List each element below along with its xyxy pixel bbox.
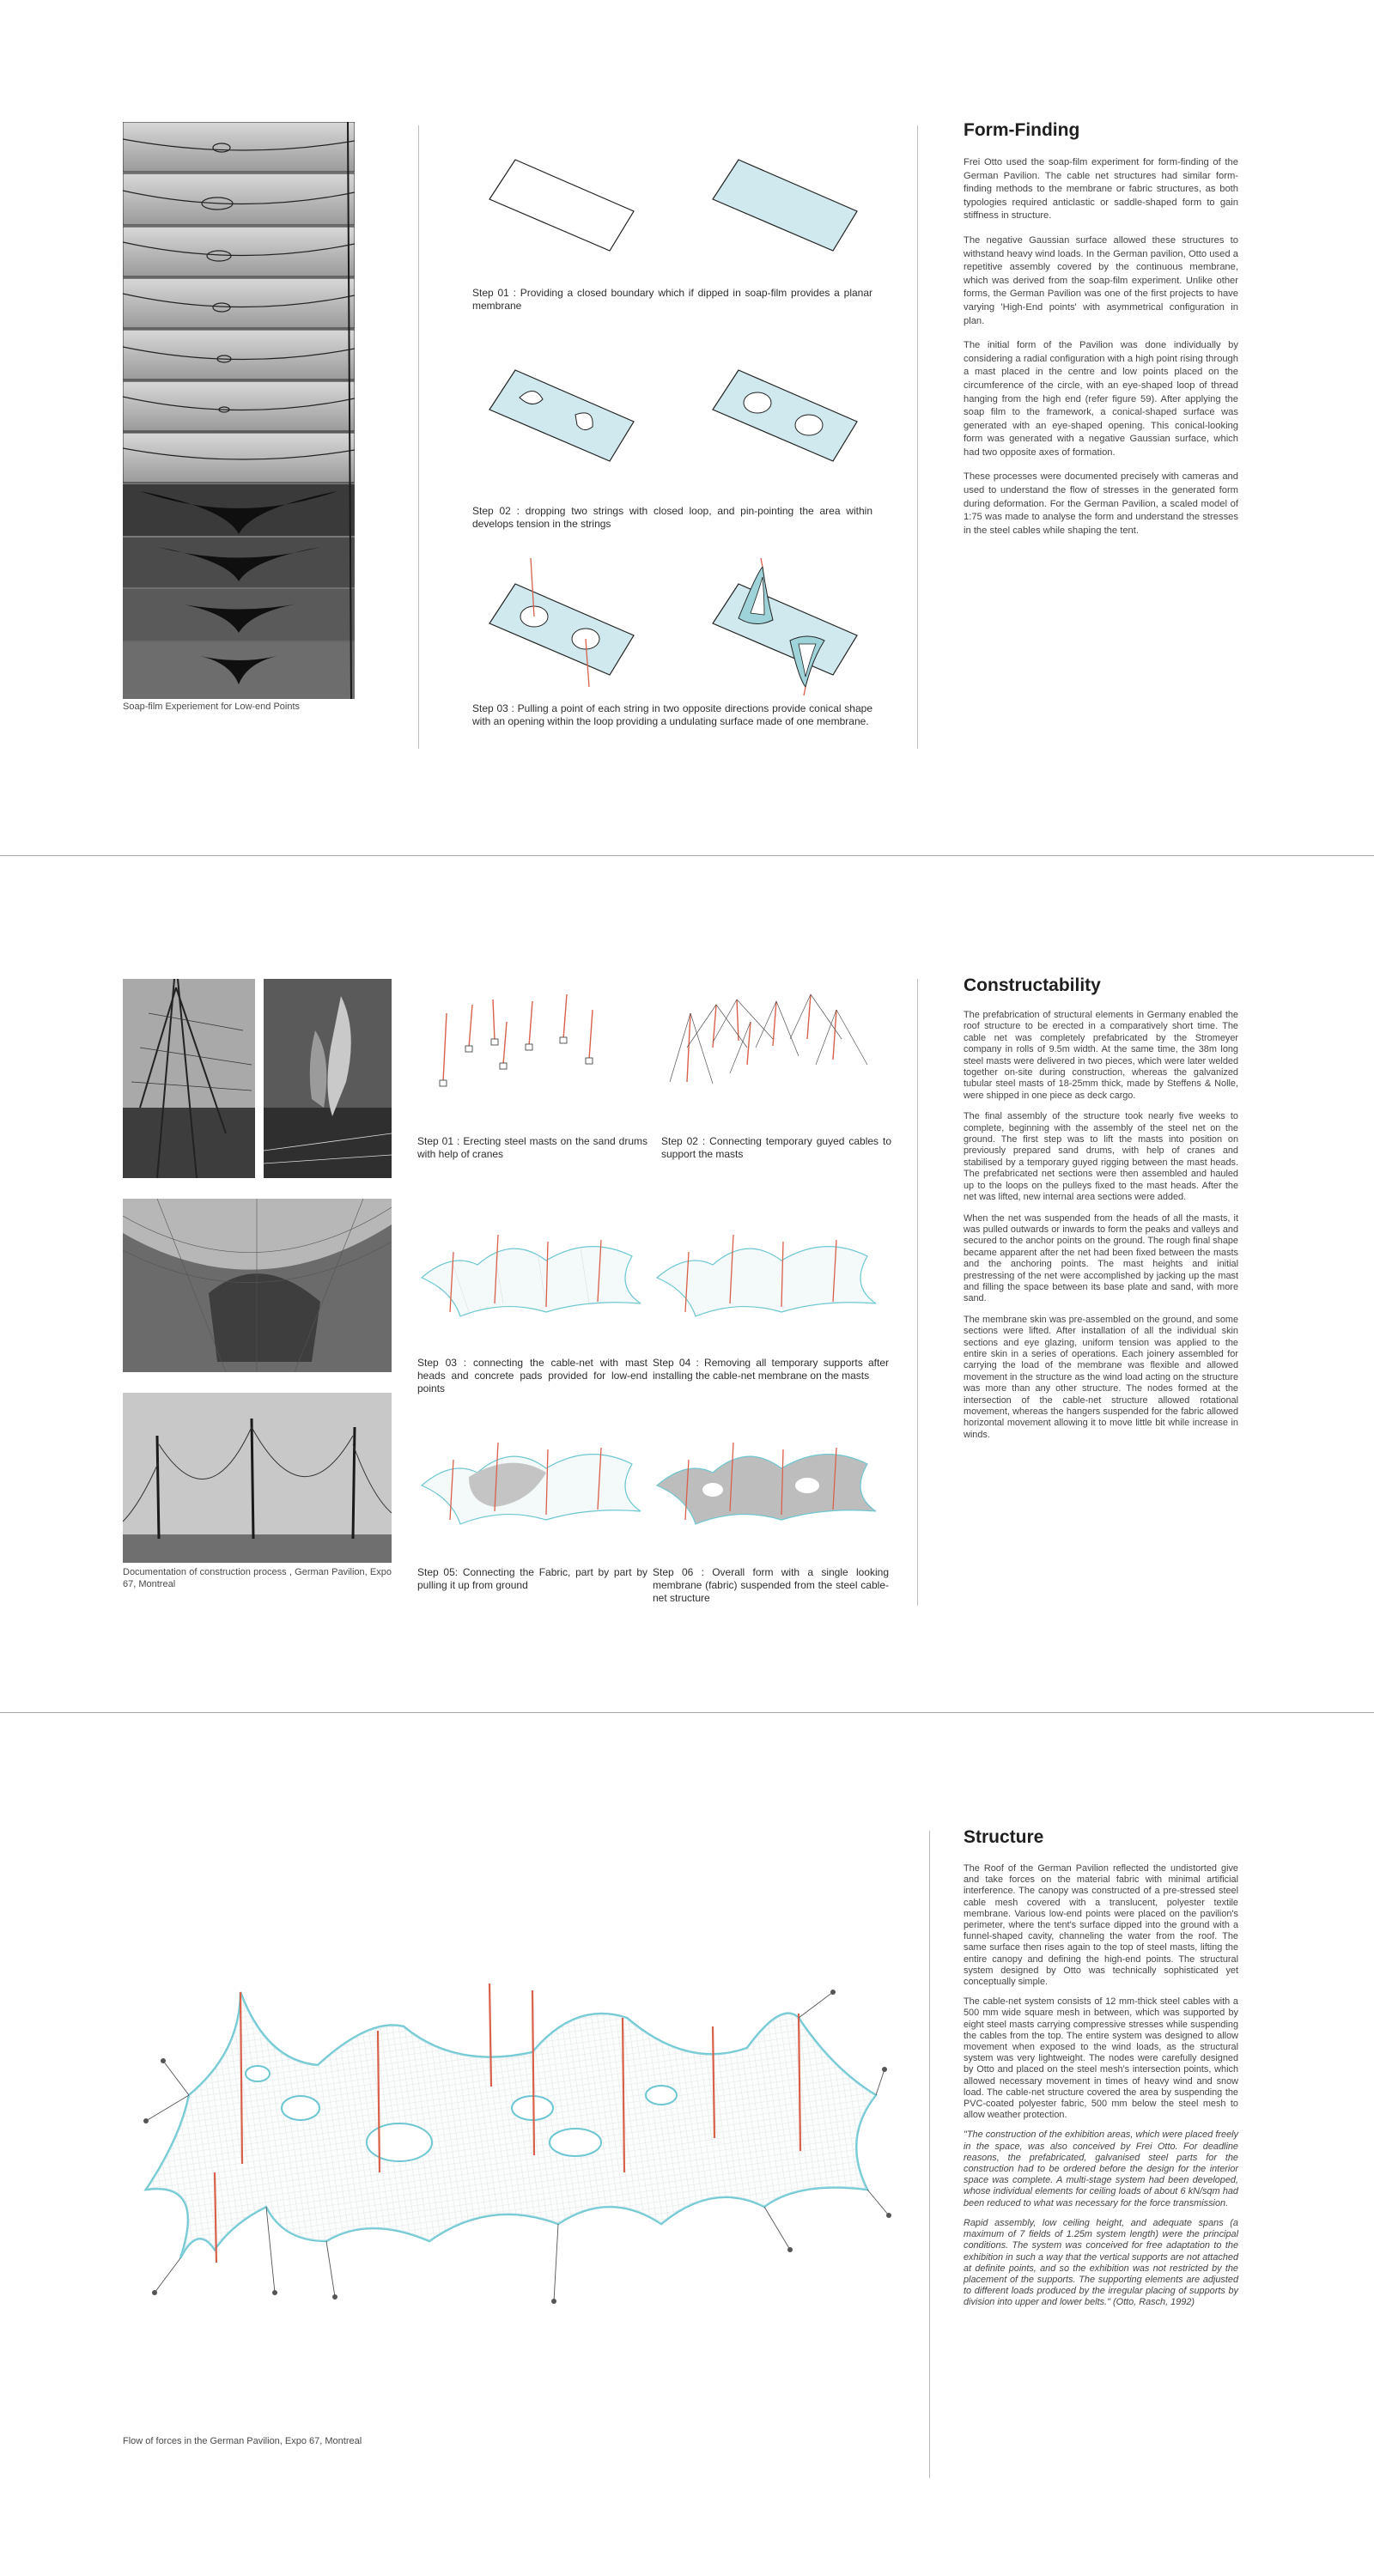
constructability-text (964, 1010, 1238, 1452)
paragraph: The prefabrication of structural elements in Germany enabled the roof structure to be erected in a comparatively short time. The cable net was completely prefabricated by the Stromeyer company in rolls of 9.5m width. At the same time, the 38m long steel masts were delivered in two pieces, which were later welded together on-site during construction, whereas the galvanized tubular steel masts of 18-25mm thick, made by Steffens & Nolle, were shipped in one piece as deck cargo. (964, 1010, 1238, 1101)
divider (418, 125, 419, 749)
section-form-finding (0, 0, 1374, 859)
step04-label: Step 04 : Removing all temporary supports after installing the cable-net membrane on the masts (653, 1357, 889, 1382)
soap-film-caption: Soap-film Experiement for Low-end Points (123, 702, 301, 712)
interior-cable-net-photo (123, 1199, 392, 1372)
paragraph: These processes were documented precisely with cameras and used to understand the flow of stresses in the generated form during deformation. For the German Pavilion, a scaled model of 1:75 was made to analyse the form and understand the stresses in the steel cables while shaping the tent. (964, 471, 1238, 536)
section-divider (0, 855, 1374, 856)
paragraph: The initial form of the Pavilion was done individually by considering a radial configuration with a high point rising through a mast placed in the centre and low points placed on the circumference of the circle, with an eye-shaped loop of thread hanging from the high end (refer figure 59). After applying the soap film to the framework, a conical-shaped surface was generated with an eye-shaped opening. This conical-looking form was generated with a negative Gaussian surface, which had two opposite axes of formation. (964, 340, 1238, 458)
soap-film-photo-strip (123, 122, 355, 699)
quote-paragraph: Rapid assembly, low ceiling height, and adequate spans (a maximum of 7 fields of 1.25m system length) were the principal conditions. The system was conceived for free adaptation to the exhibition in such a way that the vertical supports are not attached at definite points, and so the exhibition was not restricted by the placement of the supports. The supporting elements are adjusted to different loads produced by the irregular placing of supports by division into upper and lower belts." (Otto, Rasch, 1992) (964, 2217, 1238, 2308)
paragraph: The Roof of the German Pavilion reflected the undistorted give and take forces on the material fabric with minimal artificial interference. The canopy was constructed of a pre-stressed steel cable mesh covered with a translucent, polyester textile membrane. Various low-end points were placed on the pavilion's perimeter, where the tent's surface dipped into the ground with a funnel-shaped cavity, channeling the water from the roof. The same surface then rises again to the top of steel masts, lifting the entire canopy and defining the high-end points. The structural system designed by Otto was technically sophisticated yet conceptually simple. (964, 1863, 1238, 1988)
step01-masts-diagram (417, 987, 649, 1099)
step05-fabric-diagram (417, 1425, 649, 1537)
step04-supports-removed-diagram (653, 1218, 885, 1329)
divider (917, 979, 918, 1606)
divider (917, 125, 918, 749)
step06-overall-form-diagram (653, 1425, 885, 1537)
masts-overview-photo (123, 1393, 392, 1563)
step02-loops-diagram (704, 365, 876, 468)
step03-label: Step 03 : Pulling a point of each string in two opposite directions provide conical shape with an opening within the loop providing a undulating surface made of one membrane. (472, 702, 872, 727)
step06-label: Step 06 : Overall form with a single looking membrane (fabric) suspended from the steel cable-net structure (653, 1566, 889, 1604)
paragraph: The cable-net system consists of 12 mm-thick steel cables with a 500 mm wide square mesh in between, which was supported by eight steel masts carrying compressive stresses while suspending the cables from the top. The entire system was designed to allow movement when exposed to the wind loads, as the structural system was very lightweight. The nodes were carefully designed by Otto and placed on the steel mesh's intersection points, which allowed necessary movement in times of heavy wind and snow load. The cable-net structure covered the area by suspending the PVC-coated polyester fabric, 500 mm below the steel mesh to allow weather protection. (964, 1996, 1238, 2121)
step01-label: Step 01 : Providing a closed boundary which if dipped in soap-film provides a planar membrane (472, 287, 872, 312)
flow-of-forces-caption: Flow of forces in the German Pavilion, Expo 67, Montreal (123, 2436, 362, 2446)
paragraph: The negative Gaussian surface allowed these structures to withstand heavy wind loads. In the German pavilion, Otto used a repetitive assembly covered by the continuous membrane, which was derived from the soap-film experiment. Unlike other forms, the German Pavilion was one of the first projects to have varying 'High-End points' with asymmetrical configuration in plan. (964, 234, 1238, 326)
structure-title: Structure (964, 1827, 1044, 1847)
quote-paragraph: "The construction of the exhibition areas, which were placed freely in the space, was also conceived by Frei Otto. For deadline reasons, the prefabricated, galvanised steel parts for the construction had to be ordered before the design for the interior space was complete. A multi-stage system had been developed, whose individual elements for ceiling loads of about 6 kN/sqm had been reduced to what was necessary for the force transmission. (964, 2129, 1238, 2208)
step02-label: Step 02 : dropping two strings with closed loop, and pin-pointing the area within develops tension in the strings (472, 505, 872, 530)
section-divider (0, 1712, 1374, 1713)
paragraph: When the net was suspended from the heads of all the masts, it was pulled outwards or inwards to form the peaks and valleys and secured to the anchor points on the ground. The rough final shape became apparent after the net had been fixed between the masts and the anchoring points. The mast heights and initial prestressing of the net were accomplished by jacking up the mast and filling the space between its base plate and sand, with more sand. (964, 1212, 1238, 1304)
step03-label: Step 03 : connecting the cable-net with mast heads and concrete pads provided for low-end points (417, 1357, 647, 1394)
section-constructability (0, 859, 1374, 1709)
worker-photo (264, 979, 392, 1178)
step03-cable-net-diagram (417, 1218, 649, 1329)
paragraph: Frei Otto used the soap-film experiment for form-finding of the German Pavilion. The cable net structures had similar form-finding methods to the membrane or fabric structures, as both typologies required anticlastic or saddle-shaped form to gain stiffness in structure. (964, 157, 1238, 222)
step03-conical-surface-diagram (704, 558, 876, 696)
paragraph: The membrane skin was pre-assembled on the ground, and some sections were lifted. After installation of all the individual skin sections and eye glazing, uniform tension was applied to the entire skin in a series of operations. Each joinery assembled for carrying the load of the membrane was flexible and allowed movement in the structure as the wind load acting on the structure was more than any other structure. The nodes formed at the intersection of the cable-net structure allowed rotational movement, whereas the hangers suspended for the fabric allowed horizontal movement allowing it to move little bit while increase in winds. (964, 1314, 1238, 1440)
divider (929, 1831, 930, 2478)
step01-empty-frame-diagram (481, 155, 653, 258)
form-finding-title: Form-Finding (964, 120, 1080, 140)
construction-photos-caption: Documentation of construction process , German Pavilion, Expo 67, Montreal (123, 1567, 392, 1589)
step02-guyed-cables-diagram (661, 987, 893, 1099)
paragraph: The final assembly of the structure took nearly five weeks to complete, beginning with the assembly of the steel net on the ground. The first step was to lift the masts into position on previously prepared sand drums, with help of cranes and stabilised by a temporary guyed rigging between the mast heads. The prefabricated net sections were then assembled and hauled up to the loops on the pulleys fixed to the mast heads. After the net was lifted, new internal area sections were added. (964, 1111, 1238, 1203)
step03-pulled-points-diagram (481, 558, 653, 687)
constructability-title: Constructability (964, 975, 1101, 995)
form-finding-text (964, 156, 1238, 549)
step02-strings-diagram (481, 365, 653, 468)
step05-label: Step 05: Connecting the Fabric, part by part by pulling it up from ground (417, 1566, 647, 1591)
flow-of-forces-diagram (129, 1966, 893, 2310)
step01-label: Step 01 : Erecting steel masts on the sand drums with help of cranes (417, 1135, 647, 1160)
step02-label: Step 02 : Connecting temporary guyed cables to support the masts (661, 1135, 891, 1160)
section-structure (0, 1717, 1374, 2576)
mast-erection-photo (123, 979, 255, 1178)
structure-text (964, 1863, 1238, 2320)
step01-soap-film-diagram (704, 155, 876, 258)
